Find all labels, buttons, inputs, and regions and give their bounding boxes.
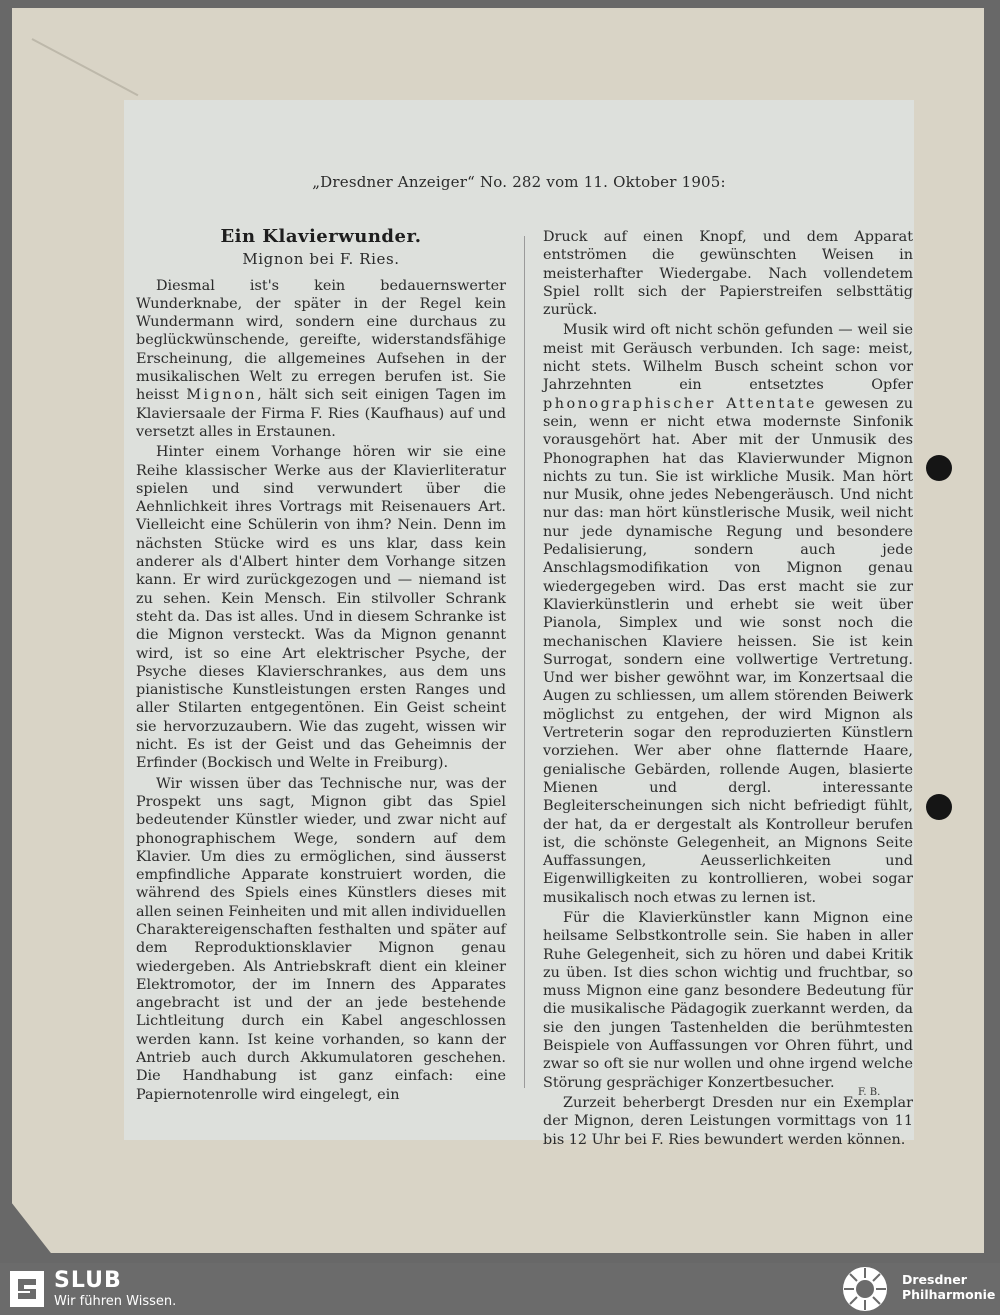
paragraph: Zurzeit beherbergt Dresden nur ein Exemplar der Mignon, deren Leistungen vormittags von 11 bis 12 Uhr bei F. Ries bewundert werden können. — [543, 1094, 913, 1148]
article-right-column — [543, 228, 913, 1151]
article-title: Ein Klavierwunder. — [220, 226, 422, 247]
article-subtitle: Mignon bei F. Ries. — [242, 250, 400, 269]
partner-name-line: Philharmonie — [902, 1287, 996, 1302]
paragraph — [543, 321, 913, 907]
paragraph: Wir wissen über das Technische nur, was der Prospekt uns sagt, Mignon gibt das Spiel bedeutender Künstler wieder, und zwar nicht auf phonographischem Wege, sondern auf dem Klavier. Um dies zu ermöglichen, sind äusserst empfindliche Apparate konstruiert worden, die während des Spiels eines Künstlers dieses mit allen seinen Feinheiten und mit allen individuellen Charaktereigenschaften festhalten und später auf dem Reproduktionsklavier Mignon genau wiedergeben. Als Antriebskraft dient ein kleiner Elektromotor, der im Innern des Apparates angebracht ist und der an jede bestehende Lichtleitung durch ein Kabel angeschlossen werden kann. Ist keine vorhanden, so kann der Antrieb auch durch Akkumulatoren geschehen. Die Handhabung ist ganz einfach: eine Papiernotenrolle wird eingelegt, ein — [136, 775, 506, 1103]
source-line: „Dresdner Anzeiger“ No. 282 vom 11. Oktober 1905: — [312, 173, 726, 191]
paragraph: Hinter einem Vorhange hören wir sie eine Reihe klassischer Werke aus der Klavierliteratur spielen und sind verwundert über die Aehnlichkeit ihres Vortrags mit Reisenauers Art. Vielleicht eine Schülerin von ihm? Nein. Denn im nächsten Stücke wird es uns klar, dass kein anderer als d'Albert hinter dem Vorhange sitzen kann. Er wird zurückgezogen und — niemand ist zu sehen. Kein Mensch. Ein stilvoller Schrank steht da. Das ist alles. Und in diesem Schranke ist die Mignon versteckt. Was da Mignon genannt wird, ist so eine Art elektrischer Psyche, der Psyche dieses Klavierschrankes, aus dem uns pianistische Kunstleistungen ersten Ranges und aller Stilarten entgegentönen. Ein Geist scheint sie hervorzuzaubern. Wie das zugeht, wissen wir nicht. Es ist der Geist und das Geheimnis der Erfinder (Bockisch und Welte in Freiburg). — [136, 444, 506, 772]
slub-name: SLUB — [54, 1268, 122, 1293]
emphasized-phrase: phonographischer Attentate — [543, 395, 817, 412]
paragraph: Für die Klavierkünstler kann Mignon eine heilsame Selbstkontrolle sein. Sie haben in aller Ruhe Gelegenheit, sich zu hören und dabei Kritik zu üben. Ist dies schon wichtig und fruchtbar, so muss Mignon eine ganz besondere Bedeutung für die musikalische Pädagogik zuerkannt werden, da sie den jungen Tastenhelden die berühmtesten Beispiele von Auffassungen vor Ohren führt, und zwar so oft sie nur wollen und ohne irgend welche Störung gesprächiger Konzertbesucher. — [543, 909, 913, 1091]
paragraph — [136, 277, 506, 442]
philharmonie-logo-icon — [842, 1266, 888, 1312]
paragraph-text: gewesen zu sein, wenn er nicht etwa modernste Sinfonik vorausgehört hat. Aber mit der Unmusik des Phonographen hat das Klavierwunder Mignon nichts zu tun. Sie ist wirkliche Musik. Man hört nur Musik, ohne jedes Nebengeräusch. Und nicht nur das: man hört künstlerische Musik, weil nicht nur jede dynamische Regung und besondere Pedalisierung, sondern auch jede Anschlagsmodifikation von Mignon genau wiedergegeben wird. Das erst macht sie zur Klavierkünstlerin und erhebt sie weit über Pianola, Simplex und wie sonst noch die mechanischen Klaviere heissen. Sie ist kein Surrogat, sondern eine vollwertige Vertretung. Und wer bisher gewöhnt war, im Konzertsaal die Augen zu schliessen, um allem störenden Beiwerk möglichst zu entgehen, der wird Mignon als Vertreterin sogar den reproduzierten Künstlern vorziehen. Wer aber ohne flatternde Haare, genialische Gebärden, rollende Augen, blasierte Mienen und dergl. interessante Begleiterscheinungen sich nicht befriedigt fühlt, der hat, da er dergestalt als Kontrolleur berufen ist, die schönste Gelegenheit, an Mignons Seite Auffassungen, Aeusserlichkeiten und Eigenwilligkeiten zu kontrollieren, wobei sogar musikalisch noch etwas zu lernen ist. — [543, 395, 914, 906]
paper-fold-mark — [32, 38, 139, 96]
author-initials: F. B. — [858, 1087, 881, 1098]
footer-bar — [0, 1263, 1000, 1315]
slub-tagline: Wir führen Wissen. — [54, 1294, 177, 1309]
paragraph-text: , hält sich seit einigen Tagen im Klaviersaale der Firma F. Ries (Kaufhaus) auf und versetzt alles in Erstaunen. — [136, 387, 506, 440]
partner-name — [902, 1272, 995, 1302]
article-left-column — [136, 226, 506, 1106]
emphasized-name: Mignon — [186, 387, 258, 404]
slub-logo-icon — [10, 1271, 44, 1307]
paragraph-text: Diesmal ist's kein bedauernswerter Wunderknabe, der später in der Regel kein Wundermann wird, sondern eine durchaus zu beglückwünschende, gereifte, widerstandsfähige Erscheinung, die allgemeines Aufsehen in der musikalischen Welt zu erregen berufen ist. Sie heisst — [136, 277, 506, 404]
partner-name-line: Dresdner — [902, 1272, 967, 1287]
paragraph-text: Musik wird oft nicht schön gefunden — weil sie meist mit Geräusch verbunden. Ich sage: meist, nicht stets. Wilhelm Busch scheint schon vor Jahrzehnten ein entsetztes Opfer — [543, 322, 913, 394]
paragraph: Druck auf einen Knopf, und dem Apparat entströmen die gewünschten Weisen in meisterhafter Wiedergabe. Nach vollendetem Spiel rollt sich der Papierstreifen selbsttätig zurück. — [543, 229, 913, 319]
column-divider — [524, 236, 525, 1088]
punch-hole — [926, 794, 952, 820]
punch-hole — [926, 455, 952, 481]
